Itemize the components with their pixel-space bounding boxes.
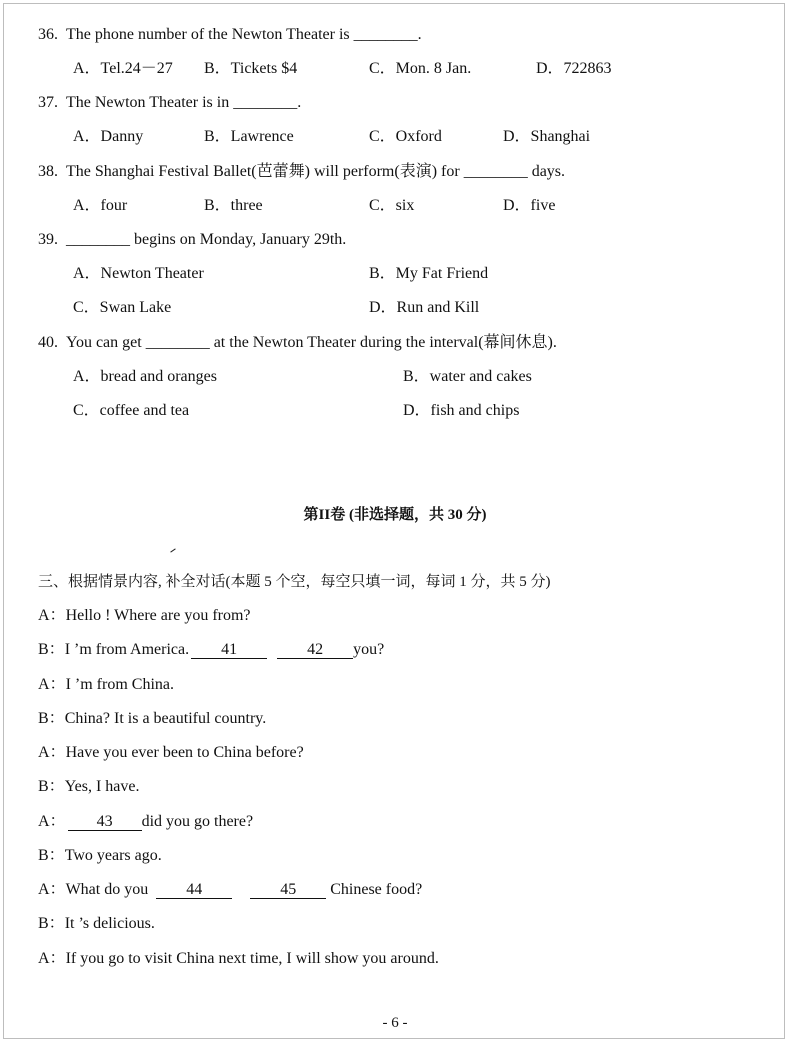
dialogue-line-11 [38, 949, 439, 969]
question-stem: The phone number of the Newton Theater is [66, 26, 354, 43]
option-37-c: C．Oxford [369, 128, 442, 145]
question-number: 39. [38, 231, 58, 248]
option-39-b: B．My Fat Friend [369, 265, 489, 282]
question-stem-end: days. [527, 163, 566, 180]
speaker-label: B： [38, 915, 65, 932]
question-stem-end: . [297, 94, 302, 111]
speaker-label: A： [38, 881, 66, 898]
answer-blank: ________ [463, 163, 528, 180]
answer-blank-42: 42 [277, 642, 353, 659]
question-36 [38, 25, 422, 45]
option-39-c: C．Swan Lake [73, 299, 172, 316]
answer-blank: ________ [233, 94, 298, 111]
option-37-d: D．Shanghai [503, 128, 591, 145]
page-number: - 6 - [382, 1015, 408, 1031]
section-3-heading: 三、根据情景内容, 补全对话(本题 5 个空，每空只填一词，每词 1 分，共 5 分) [38, 574, 551, 590]
option-36-a: A．Tel.24－27 [73, 60, 173, 77]
option-37-b: B．Lawrence [204, 128, 294, 145]
option-38-c: C．six [369, 197, 415, 214]
dialogue-line-9 [38, 880, 422, 900]
speaker-label: A： [38, 676, 66, 693]
question-stem: The Newton Theater is in [66, 94, 234, 111]
dialogue-text: It ’s delicious. [64, 915, 155, 932]
dialogue-text: If you go to visit China next time, I will show you around. [65, 950, 439, 967]
question-39 [38, 230, 346, 250]
speaker-label: A： [38, 950, 66, 967]
question-stem: You can get [66, 334, 146, 351]
dialogue-line-5 [38, 743, 304, 763]
answer-blank-44: 44 [156, 882, 232, 899]
question-stem: The Shanghai Festival Ballet(芭蕾舞) will perform(表演) for [66, 163, 464, 180]
question-stem-end: . [417, 26, 422, 43]
answer-blank: ________ [145, 334, 210, 351]
option-40-c: C．coffee and tea [73, 402, 190, 419]
dialogue-text: Have you ever been to China before? [65, 744, 304, 761]
dialogue-text-end: you? [353, 641, 385, 658]
dialogue-text-end: did you go there? [141, 813, 254, 830]
speaker-label: B： [38, 847, 65, 864]
option-36-c: C．Mon. 8 Jan. [369, 60, 472, 77]
speaker-label: A： [38, 744, 66, 761]
option-39-d: D．Run and Kill [369, 299, 480, 316]
dialogue-text-end: Chinese food? [326, 881, 423, 898]
dialogue-line-2 [38, 640, 384, 660]
dialogue-line-3 [38, 675, 174, 695]
question-37 [38, 93, 301, 113]
option-36-b: B．Tickets $4 [204, 60, 298, 77]
question-stem: begins on Monday, January 29th. [130, 231, 347, 248]
speaker-label: A： [38, 813, 66, 830]
dialogue-text: I ’m from America. [64, 641, 190, 658]
dialogue-text: Yes, I have. [64, 778, 140, 795]
dialogue-text: What do you [65, 881, 153, 898]
option-36-d: D．722863 [536, 60, 612, 77]
option-40-a: A．bread and oranges [73, 368, 217, 385]
speaker-label: B： [38, 710, 65, 727]
dialogue-text: Hello ! Where are you from? [65, 607, 251, 624]
speaker-label: B： [38, 641, 65, 658]
dialogue-line-10 [38, 914, 155, 934]
dialogue-line-1 [38, 606, 251, 626]
speaker-label: A： [38, 607, 66, 624]
answer-blank: ________ [353, 26, 418, 43]
question-number: 36. [38, 26, 58, 43]
answer-blank-43: 43 [68, 814, 142, 831]
answer-blank-41: 41 [191, 642, 267, 659]
speaker-label: B： [38, 778, 65, 795]
answer-blank-45: 45 [250, 882, 326, 899]
dialogue-line-8 [38, 846, 162, 866]
question-38 [38, 162, 565, 182]
dialogue-line-6 [38, 777, 140, 797]
dialogue-line-7 [38, 812, 253, 832]
question-40 [38, 333, 557, 353]
option-40-d: D．fish and chips [403, 402, 520, 419]
question-stem-end: at the Newton Theater during the interval(幕间休息). [209, 334, 557, 351]
dialogue-text: Two years ago. [64, 847, 162, 864]
dialogue-text: China? It is a beautiful country. [64, 710, 267, 727]
dialogue-text: I ’m from China. [65, 676, 174, 693]
option-39-a: A．Newton Theater [73, 265, 204, 282]
section-2-title: 第II卷 (非选择题，共 30 分) [303, 507, 487, 523]
option-38-d: D．five [503, 197, 556, 214]
question-number: 37. [38, 94, 58, 111]
question-number: 40. [38, 334, 58, 351]
option-38-b: B．three [204, 197, 263, 214]
option-37-a: A．Danny [73, 128, 144, 145]
dialogue-line-4 [38, 709, 266, 729]
option-38-a: A．four [73, 197, 128, 214]
answer-blank: ________ [66, 231, 130, 248]
question-number: 38. [38, 163, 58, 180]
option-40-b: B．water and cakes [403, 368, 532, 385]
